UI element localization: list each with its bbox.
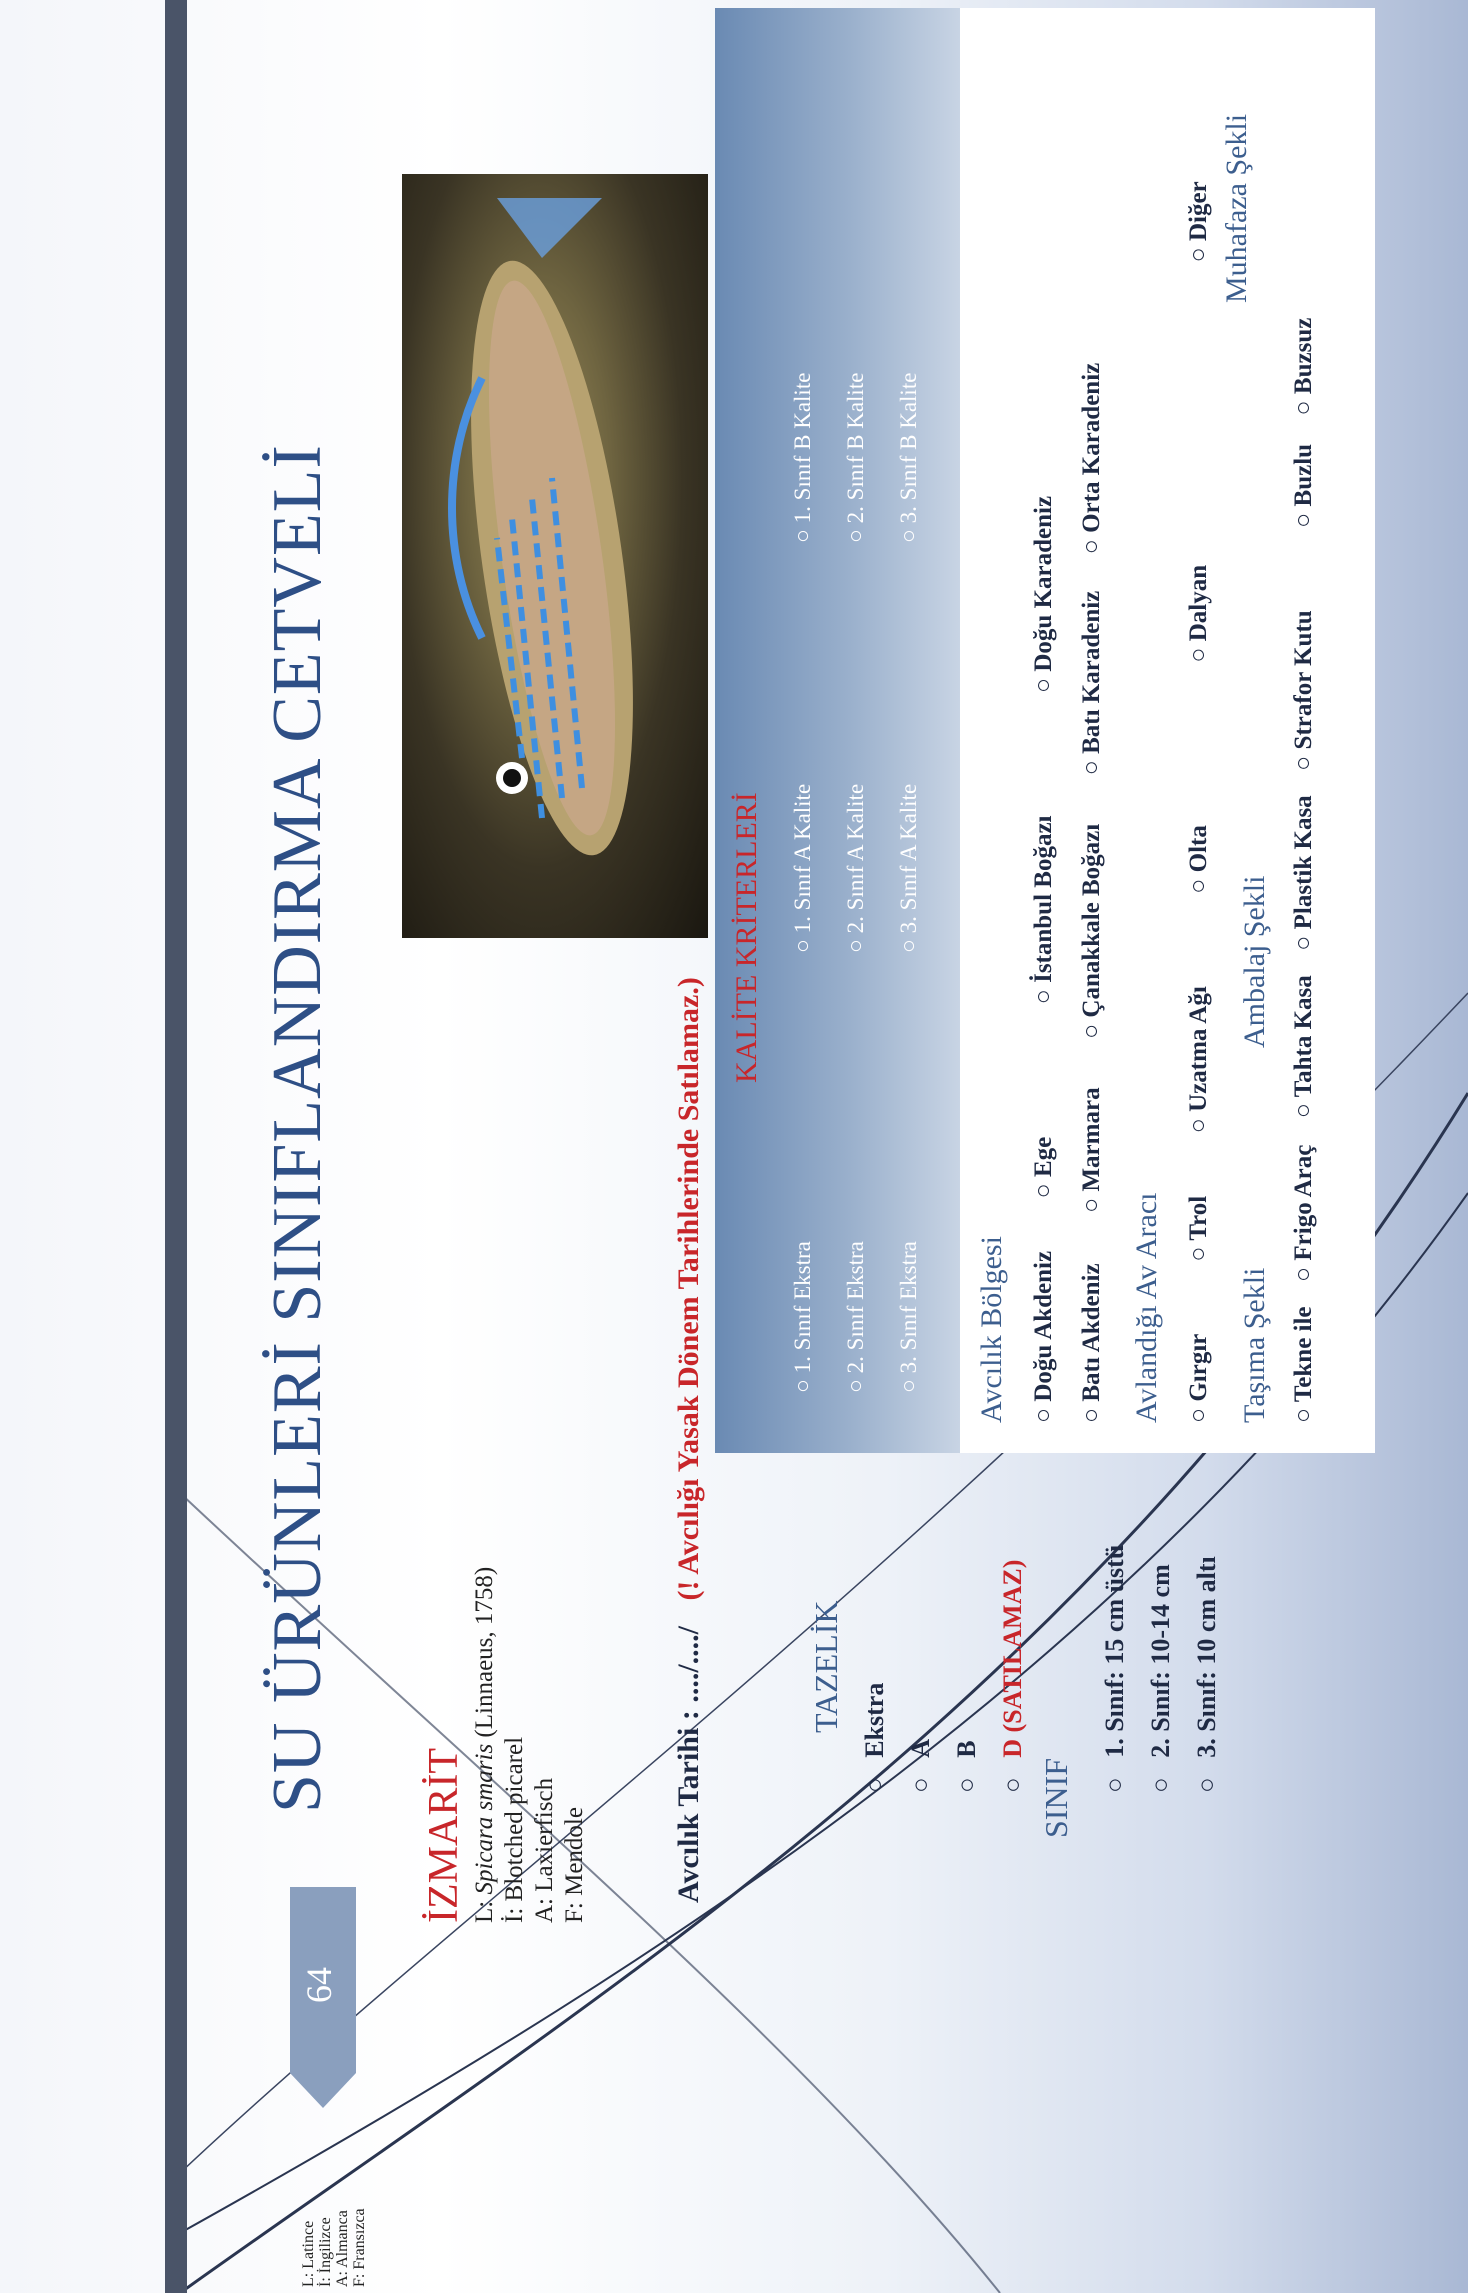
kalite-heading: KALİTE KRİTERLERİ: [730, 792, 763, 1083]
freshness-option[interactable]: ○ Ekstra: [860, 1682, 889, 1793]
species-name: İZMARİT: [421, 1748, 467, 1923]
region-row-2: [1078, 363, 1106, 1423]
kalite-cell: ○ 1. Sınıf Ekstra: [790, 1241, 815, 1393]
kalite-cell: ○ 1. Sınıf B Kalite: [790, 372, 815, 543]
language-legend: [300, 2208, 368, 2287]
hunting-date-line: [672, 977, 706, 1903]
french-name: F: Mendole: [561, 1807, 588, 1923]
legend-french: F: Fransızca: [351, 2208, 368, 2287]
freshness-option[interactable]: ○ B: [952, 1740, 981, 1793]
species-names: [470, 1567, 590, 1923]
kalite-cell: ○ 3. Sınıf Ekstra: [896, 1241, 921, 1393]
page-number: 64: [299, 1967, 339, 2003]
tazelik-heading: TAZELİK: [808, 1600, 844, 1733]
storage-option[interactable]: ○ Buzlu: [1290, 443, 1317, 528]
region-option[interactable]: ○ Doğu Akdeniz: [1030, 1250, 1057, 1423]
kalite-cell: ○ 3. Sınıf A Kalite: [896, 783, 921, 953]
region-option[interactable]: ○ Orta Karadeniz: [1078, 362, 1105, 555]
hunting-date-label: Avcılık Tarihi : ..../..../: [672, 1626, 705, 1903]
size-class-option[interactable]: ○ 2. Sınıf: 10-14 cm: [1146, 1564, 1175, 1793]
freshness-option[interactable]: ○ D (SATILAMAZ): [998, 1559, 1027, 1793]
gear-option[interactable]: ○ Dalyan: [1185, 564, 1212, 663]
fish-illustration: [402, 174, 708, 938]
legend-english: İ: İngilizce: [317, 2217, 334, 2287]
page-title: SU ÜRÜNLERİ SINIFLANDIRMA CETVELİ: [259, 444, 336, 1813]
gear-option[interactable]: ○ Olta: [1185, 825, 1212, 894]
region-option[interactable]: ○ Marmara: [1078, 1087, 1105, 1213]
latin-name: L: Spicara smaris (Linnaeus, 1758): [471, 1566, 498, 1923]
bottom-bar: [165, 0, 187, 2293]
region-row-1: [1030, 496, 1058, 1423]
kalite-cell: ○ 3. Sınıf B Kalite: [896, 372, 921, 543]
size-class-option[interactable]: ○ 1. Sınıf: 15 cm üstü: [1100, 1544, 1129, 1793]
kalite-cell: ○ 1. Sınıf A Kalite: [790, 783, 815, 953]
gear-option[interactable]: ○ Gırgır: [1185, 1334, 1212, 1423]
sinif-heading: SINIF: [1038, 1757, 1074, 1838]
avcilik-bolgesi-heading: Avcılık Bölgesi: [975, 1236, 1008, 1423]
freshness-option[interactable]: ○ A: [906, 1739, 935, 1793]
packaging-option[interactable]: ○ Plastik Kasa: [1290, 795, 1317, 951]
muhafaza-heading: Muhafaza Şekli: [1220, 113, 1253, 303]
gear-option[interactable]: ○ Diğer: [1185, 181, 1212, 263]
hunting-date-warning: (! Avcılığı Yasak Dönem Tarihlerinde Satılamaz.): [672, 977, 705, 1601]
page-tab-arrow: [290, 2073, 356, 2108]
english-name: İ: Blotched picarel: [501, 1736, 528, 1923]
tasima-heading: Taşıma Şekli: [1238, 1267, 1271, 1423]
packaging-option[interactable]: ○ Tahta Kasa: [1290, 975, 1317, 1119]
legend-german: A: Almanca: [334, 2210, 351, 2287]
gear-option[interactable]: ○ Trol: [1185, 1195, 1212, 1262]
transport-option[interactable]: ○ Frigo Araç: [1290, 1144, 1317, 1282]
kalite-cell: ○ 2. Sınıf Ekstra: [843, 1241, 868, 1393]
packaging-option[interactable]: ○ Strafor Kutu: [1290, 610, 1317, 771]
region-option[interactable]: ○ İstanbul Boğazı: [1030, 815, 1057, 1005]
kalite-header-panel: [715, 8, 960, 1453]
size-class-option[interactable]: ○ 3. Sınıf: 10 cm altı: [1192, 1556, 1221, 1793]
legend-latin: L: Latince: [300, 2220, 317, 2287]
gear-option[interactable]: ○ Uzatma Ağı: [1185, 986, 1212, 1134]
gear-row: [1185, 181, 1213, 1423]
region-option[interactable]: ○ Doğu Karadeniz: [1030, 495, 1057, 693]
german-name: A: Laxierfisch: [531, 1777, 558, 1923]
kalite-cell: ○ 2. Sınıf A Kalite: [843, 783, 868, 953]
storage-option[interactable]: ○ Buzsuz: [1290, 317, 1317, 416]
region-option[interactable]: ○ Batı Karadeniz: [1078, 590, 1105, 776]
region-option[interactable]: ○ Çanakkale Boğazı: [1078, 823, 1105, 1039]
packaging-row: [1290, 318, 1318, 1423]
av-araci-heading: Avlandığı Av Aracı: [1130, 1192, 1163, 1423]
region-option[interactable]: ○ Ege: [1030, 1136, 1057, 1199]
fish-photo: [402, 174, 708, 938]
transport-option[interactable]: ○ Tekne ile: [1290, 1306, 1317, 1423]
ambalaj-heading: Ambalaj Şekli: [1238, 875, 1271, 1048]
kalite-cell: ○ 2. Sınıf B Kalite: [843, 372, 868, 543]
region-option[interactable]: ○ Batı Akdeniz: [1078, 1263, 1105, 1423]
